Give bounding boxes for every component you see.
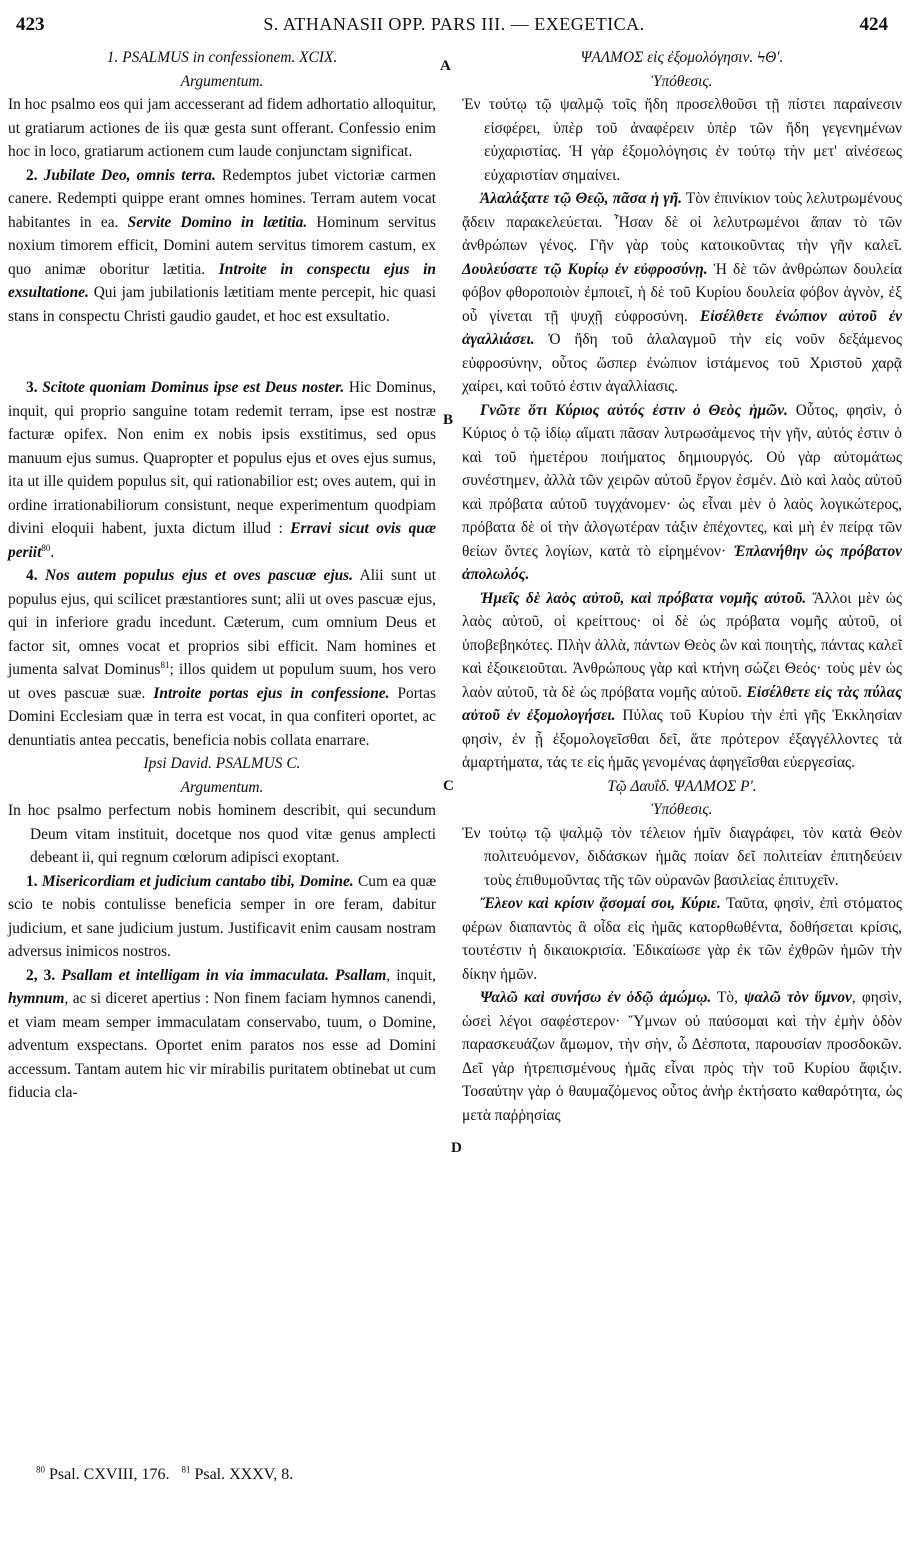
margin-letter-c: C (443, 778, 454, 794)
margin-letter-b: B (443, 412, 454, 428)
hypothesis-text: Ἐν τούτῳ τῷ ψαλμῷ τὸν τέλειον ἡμῖν διαγράφει, τὸν κατὰ Θεὸν πολιτευόμενον, διδάσκων ἡμᾶς ποίαν δεῖ πολιτείαν ἐπιτηδεύειν τοὺς ἐπιθυμοῦντας τῆς τῶν οὐρανῶν βασιλείας ἐπιτυχεῖν. (462, 824, 902, 889)
verse-paragraph: 3. Scitote quoniam Dominus ipse est Deus noster. Hic Dominus, inquit, qui proprio sanguine totam redemit terram, ipse est nostræ facturæ opifex. Non enim ex nobis ipsis exstitimus, sed opus manuum ejus sumus. Quapropter et populus ejus et oves ejus sumus, ita ut ille quidem populus sit, qui rationabilior est; oves autem, qui in ordine irrationabiliorum consistunt, neque experimentum quodpiam divini eloquii habent, juxta dictum illud : Erravi sicut ovis quæ periit$^{80}$. (8, 379, 436, 561)
argument-label: Argumentum. (180, 72, 264, 90)
page-number-left: 423 (16, 14, 45, 35)
latin-column (8, 46, 436, 1105)
footnotes (36, 1466, 456, 1484)
page-header (14, 14, 894, 40)
footnote-number: 81 (181, 1464, 191, 1475)
verse-paragraph: Ἀλαλάξατε τῷ Θεῷ, πᾶσα ἡ γῆ. Τὸν ἐπινίκιον τοὺς λελυτρωμένους ᾄδειν παρακελεύεται. Ἦσαν δὲ οἱ λελυτρωμένοι ἅπαν τὸ τῶν ἀνθρώπων γένος. Γῆν γὰρ τοὺς κατοικοῦντας τὴν γῆν καλεῖ. Δουλεύσατε τῷ Κυρίῳ ἐν εὐφροσύνῃ. Ἡ δὲ τῶν ἀνθρώπων δουλεία φόβον φθοροποιὸν ἐμποιεῖ, ἡ δὲ τοῦ Κυρίου δουλεία φόβον ἁγνὸν, ἐξ οὗ γίνεται τῇ ψυχῇ εὐφροσύνη. Εἰσέλθετε ἐνώπιον αὐτοῦ ἐν ἀγαλλιάσει. Ὁ ἤδη τοῦ ἀλαλαγμοῦ τὴν εἰς νοῦν δεξάμενος εὐφροσύνην, οὗτος ὥσπερ ἐνώπιον ἱστάμενος τοῦ Χριστοῦ χαρᾷ χαίρει, καὶ τοῦτό ἐστιν ἀγαλλίασις. (462, 190, 902, 395)
footnote-text: Psal. XXXV, 8. (194, 1466, 294, 1483)
page-number-right: 424 (859, 14, 888, 35)
footnote-ref: 81 (160, 659, 170, 670)
running-title: S. ATHANASII OPP. PARS III. — EXEGETICA. (263, 14, 645, 34)
verse-paragraph: 4. Nos autem populus ejus et oves pascuæ ejus. Alii sunt ut populus ejus, qui scilicet præstantiores sunt; alii ut oves pascuæ ejus, qui in inferiore gradu incedunt. Cæterum, cum omnium Deus et factor sit, omnes vocat et proprios sibi efficit. Nam homines et jumenta salvat Dominus$^{81}$; illos quidem ut populum suum, hos vero ut oves pascuæ suæ. Introite portas ejus in confessione. Portas Domini Ecclesiam quæ in terra est vocat, in qua confiteri oportet, ac denuntiatis antea peccatis, beneficia nobis collata enarrare. (8, 567, 437, 749)
footnote-ref: 80 (41, 542, 51, 553)
verse-paragraph: 2, 3. Psallam et intelligam in via immaculata. Psallam, inquit, hymnum, ac si diceret apertius : Non finem faciam hymnos canendi, et viam meam semper immaculatam conservabo, tuum, o Domine, adventum exspectans. Oportet enim paratos nos esse ad Domini accessum. Tantam autem hic vir mirabilis puritatem obtinebat ut cum fiducia cla- (8, 966, 436, 1101)
hypothesis-text: Ἐν τούτῳ τῷ ψαλμῷ τοῖς ἤδη προσελθοῦσι τῇ πίστει παραίνεσιν εἰσφέρει, ὑπὲρ τοῦ ἀναφέρειν ὑπὲρ τῶν ἤδη γεγενημένων εὐχαριστίας. Ἡ γὰρ ἐξομολόγησις ἐν τούτῳ τὴν μετ' αἰνέσεως εὐχαριστίαν σημαίνει. (462, 96, 902, 184)
verse-paragraph: Ἔλεον καὶ κρίσιν ᾄσομαί σοι, Κύριε. Ταῦτα, φησὶν, ἐπὶ στόματος φέρων διαπαντὸς ἃ οἶδα εἰς ἡμᾶς κατορθωθέντα, δοθήσεται κρίσις, τουτέστιν ἡ δικαιοκρισία. Ἐδικαίωσε γὰρ ἐκ τῶν ἐχθρῶν ἡμῶν τὴν δίκην ἡμῶν. (462, 895, 902, 983)
argument-label: Argumentum. (180, 778, 264, 796)
footnote-text: Psal. CXVIII, 176. (49, 1466, 170, 1483)
verse-paragraph: Ψαλῶ καὶ συνήσω ἐν ὁδῷ ἀμώμῳ. Τὸ, ψαλῶ τὸν ὕμνον, φησὶν, ὡσεὶ λέγοι σαφέστερον· Ὕμνων οὐ παύσομαι καὶ τὴν ἐμὴν ὁδὸν παρασκευάζων ἄμωμον, τὴν σὴν, ὦ Δέσποτα, παρουσίαν προσδοκῶν. Δεῖ γὰρ ἡτρεπισμένους ἡμᾶς εἶναι πρὸς τὴν τοῦ Κυρίου ἄφιξιν. Τοσαύτην γὰρ ὁ θαυμαζόμενος οὗτος ἀνὴρ ἐκτήσατο καθαρότητα, ὡς μετὰ παῤῥησίας (462, 989, 902, 1124)
verse-paragraph: Γνῶτε ὅτι Κύριος αὐτός ἐστιν ὁ Θεὸς ἡμῶν. Οὗτος, φησὶν, ὁ Κύριος ὁ τῷ ἰδίῳ αἵματι πᾶσαν λυτρωσάμενος τὴν γῆν, αὐτός ἐστιν ὁ καὶ τοῦ ἡμετέρου ποιήματος δημιουργός. Οὐ γὰρ αὐτομάτως συνέστημεν, ἀλλὰ τῶν χειρῶν αὐτοῦ ἔργον ἐσμέν. Διὸ καὶ λαὸς αὐτοῦ καὶ πρόβατα αὐτοῦ τυγχάνομεν· ὡς εἶναι μὲν ὁ λαὸς λογικώτερος, πρόβατα δὲ οἱ τὴν ἀλογωτέραν τάξιν ἐπέχοντες, καὶ μὴ ἐν πείρᾳ τῶν θείων ὄντες λογίων, κατὰ τὸ εἰρημένον· Ἐπλανήθην ὡς πρόβατον ἀπολωλός. (462, 401, 902, 583)
hypothesis-label: Ὑπόθεσις. (651, 801, 713, 818)
margin-letter-a: A (440, 58, 451, 74)
verse-paragraph: 2. Jubilate Deo, omnis terra. Redemptos jubet victoriæ carmen canere. Redempti quippe erant omnes homines. Terram autem vocat habitantes in ea. Servite Domino in lætitia. Hominum servitus noxium timorem efficit, Domini autem servitus timorem castum, ex quo animæ oboritur lætitia. Introite in conspectu ejus in exsultatione. Qui jam jubilationis lætitiam mente percepit, hic quasi stans in conspectu Christi gaudio gaudet, et hoc est exsultatio. (8, 166, 436, 325)
argument-text: In hoc psalmo perfectum nobis hominem describit, qui secundum Deum vitam instituit, docetque nos quod vitæ genus amplecti debeant ii, qui regnum cœlorum adipisci exoptant. (8, 802, 436, 866)
verse-paragraph: 1. Misericordiam et judicium cantabo tibi, Domine. Cum ea quæ scio te nobis contulisse beneficia semper in ore feram, dabitur judicium, et sane judicium justum. Justificavit enim causam nostram adversus inimicos nostros. (8, 872, 436, 960)
footnote-number: 80 (36, 1464, 45, 1475)
verse-paragraph: Ἡμεῖς δὲ λαὸς αὐτοῦ, καὶ πρόβατα νομῆς αὐτοῦ. Ἄλλοι μὲν ὡς λαὸς αὐτοῦ, οἱ κρείττους· οἱ δὲ ὡς πρόβατα νομῆς αὐτοῦ, οἱ ὑποβεβηκότες. Πλὴν ἀλλὰ, πάντων Θεὸς ὢν καὶ ποιητὴς, πάντας καλεῖ καὶ ἐξοικειοῦται. Ἀνθρώπους γὰρ καὶ κτήνη σώζει Θεός· τοὺς μὲν ὡς λαὸν αὐτοῦ, τὰ δὲ ὡς πρόβατα νομῆς αὐτοῦ. Εἰσέλθετε εἰς τὰς πύλας αὐτοῦ ἐν ἐξομολογήσει. Πύλας τοῦ Κυρίου τὴν ἐπὶ γῆς Ἐκκλησίαν φησὶν, ἐν ᾗ ἐξομολογεῖσθαι δεῖ, ἅτε πρότερον ἐξαγγέλλοντες τὰ ἁμαρτήματα, τάς τε εἰς ἡμᾶς γενομένας ἀφηγεῖσθαι εὐεργεσίας. (462, 589, 902, 771)
psalm-title: 1. PSALMUS in confessionem. XCIX. (106, 49, 338, 66)
psalm-title: Ipsi David. PSALMUS C. (143, 755, 301, 772)
greek-column (462, 46, 902, 1127)
margin-letter-d: D (451, 1140, 462, 1156)
psalm-title: Τῷ Δαυΐδ. ΨΑΛΜΟΣ Ρ'. (607, 777, 757, 795)
argument-text: In hoc psalmo eos qui jam accesserant ad fidem adhortatio alloquitur, ut gratiarum actiones de iis quæ gesta sunt offerant. Confessio enim hoc in loco, gratiarum actionem cum laude conjunctam significat. (8, 96, 436, 160)
psalm-title: ΨΑΛΜΟΣ εἰς ἐξομολόγησιν. ϞΘ'. (580, 49, 784, 66)
hypothesis-label: Ὑπόθεσις. (651, 72, 713, 90)
